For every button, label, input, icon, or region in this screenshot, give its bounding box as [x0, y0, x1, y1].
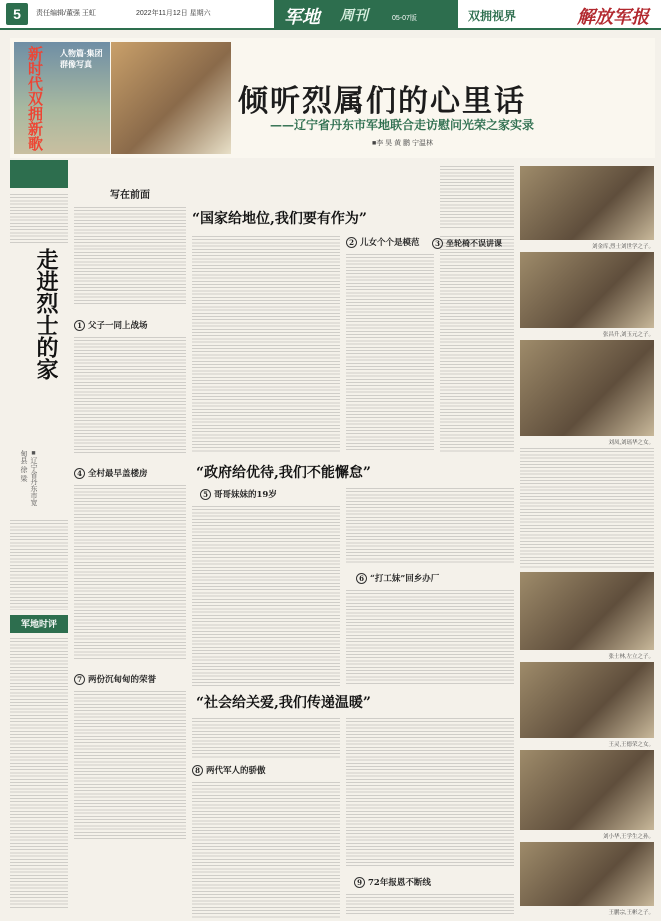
- headline: 倾听烈属们的心里话: [238, 84, 526, 119]
- hero-banner: [10, 38, 655, 158]
- comment-text: [10, 638, 68, 908]
- section-heading: 9 72年报恩不断线: [354, 876, 514, 888]
- supplement-brand: [274, 0, 458, 30]
- column-r-top: [440, 166, 514, 230]
- photo-caption: 张昌升,刘玉元之子。: [602, 332, 654, 338]
- sidebar-title: 走进烈士的家: [33, 248, 59, 380]
- column-mid-b: [192, 488, 340, 684]
- page-header: [0, 0, 661, 30]
- photo-caption: 刘金库,烈士刘世学之子。: [591, 244, 654, 250]
- family-photo: [520, 750, 654, 830]
- subheadline: ——辽宁省丹东市军地联合走访慰问光荣之家实录: [270, 118, 535, 132]
- section-title: 双拥视界: [468, 9, 517, 23]
- photo-caption: 王灵,王德荣之女。: [608, 742, 654, 748]
- family-photo: [520, 166, 654, 240]
- photo-caption: 王鹏宗,王彬之子。: [608, 910, 654, 916]
- editors-line: 责任编辑/董强 王虹: [36, 10, 96, 17]
- section-text: [74, 337, 186, 455]
- column-rc-bot: [346, 718, 514, 914]
- section-heading: 4 全村最早盖楼房: [74, 467, 186, 479]
- column-rc-top: [346, 236, 434, 452]
- section-heading: 1 父子一同上战场: [74, 319, 186, 331]
- family-photo: [520, 662, 654, 738]
- section-heading: 7 两份沉甸甸的荣誉: [74, 673, 186, 685]
- sidebar-header-bar: [10, 160, 68, 188]
- byline: ■李 昊 黄 鹏 宁温林: [372, 140, 434, 147]
- pull-quote-3: “社会给关爱,我们传递温暖”: [196, 695, 371, 711]
- brand-pages: 05-07版: [392, 15, 417, 22]
- left-sidebar: [10, 160, 68, 912]
- photo-caption: 刘小华,王学生之孙。: [602, 834, 654, 840]
- vertical-slogan: 新时代双拥新歌: [26, 46, 44, 151]
- column-mid-c: [192, 718, 340, 914]
- page-number: 5: [6, 3, 28, 25]
- section-heading: 5 哥哥妹妹的19岁: [200, 488, 340, 500]
- preface-label: 写在前面: [110, 190, 150, 201]
- pull-quote-1: “国家给地位,我们要有作为”: [192, 211, 367, 227]
- slogan-banner: [14, 42, 110, 154]
- column-rc-mid: [346, 488, 514, 684]
- photo-caption: 张士林,左立之子。: [608, 654, 654, 660]
- section-text: [74, 691, 186, 841]
- column-mid-top: [192, 236, 340, 452]
- preface-text: [74, 207, 186, 305]
- comment-bar: 军地时评: [10, 615, 68, 633]
- section-text: [74, 485, 186, 661]
- section-heading: 2 儿女个个是模范: [346, 236, 434, 248]
- sidebar-text-mid: [10, 520, 68, 610]
- family-photo: [520, 572, 654, 650]
- family-photo: [520, 842, 654, 906]
- column-left: [74, 186, 186, 914]
- section-heading: 8 两代军人的骄傲: [192, 764, 340, 776]
- pull-quote-2: “政府给优待,我们不能懈怠”: [196, 465, 371, 481]
- sidebar-text-top: [10, 194, 68, 244]
- sidebar-author: ■辽宁省丹东市宽甸县 徐 梁: [20, 450, 37, 506]
- slogan-sub: 人物篇·集团群像写真: [60, 49, 103, 69]
- hero-photo: [111, 42, 231, 154]
- brand-main: 军地: [284, 7, 320, 28]
- photo-caption: 刘凤,刘瑶华之女。: [608, 440, 654, 446]
- family-photo: [520, 340, 654, 436]
- newspaper-logo: 解放军报: [577, 7, 649, 28]
- issue-date: 2022年11月12日 星期六: [136, 10, 211, 17]
- family-photo: [520, 252, 654, 328]
- column-rc2-top: [440, 236, 514, 452]
- section-heading: 6 “打工妹”回乡办厂: [356, 572, 514, 584]
- brand-sub: 周刊: [340, 8, 368, 24]
- section-heading: 3 坐轮椅不误讲课: [432, 238, 502, 249]
